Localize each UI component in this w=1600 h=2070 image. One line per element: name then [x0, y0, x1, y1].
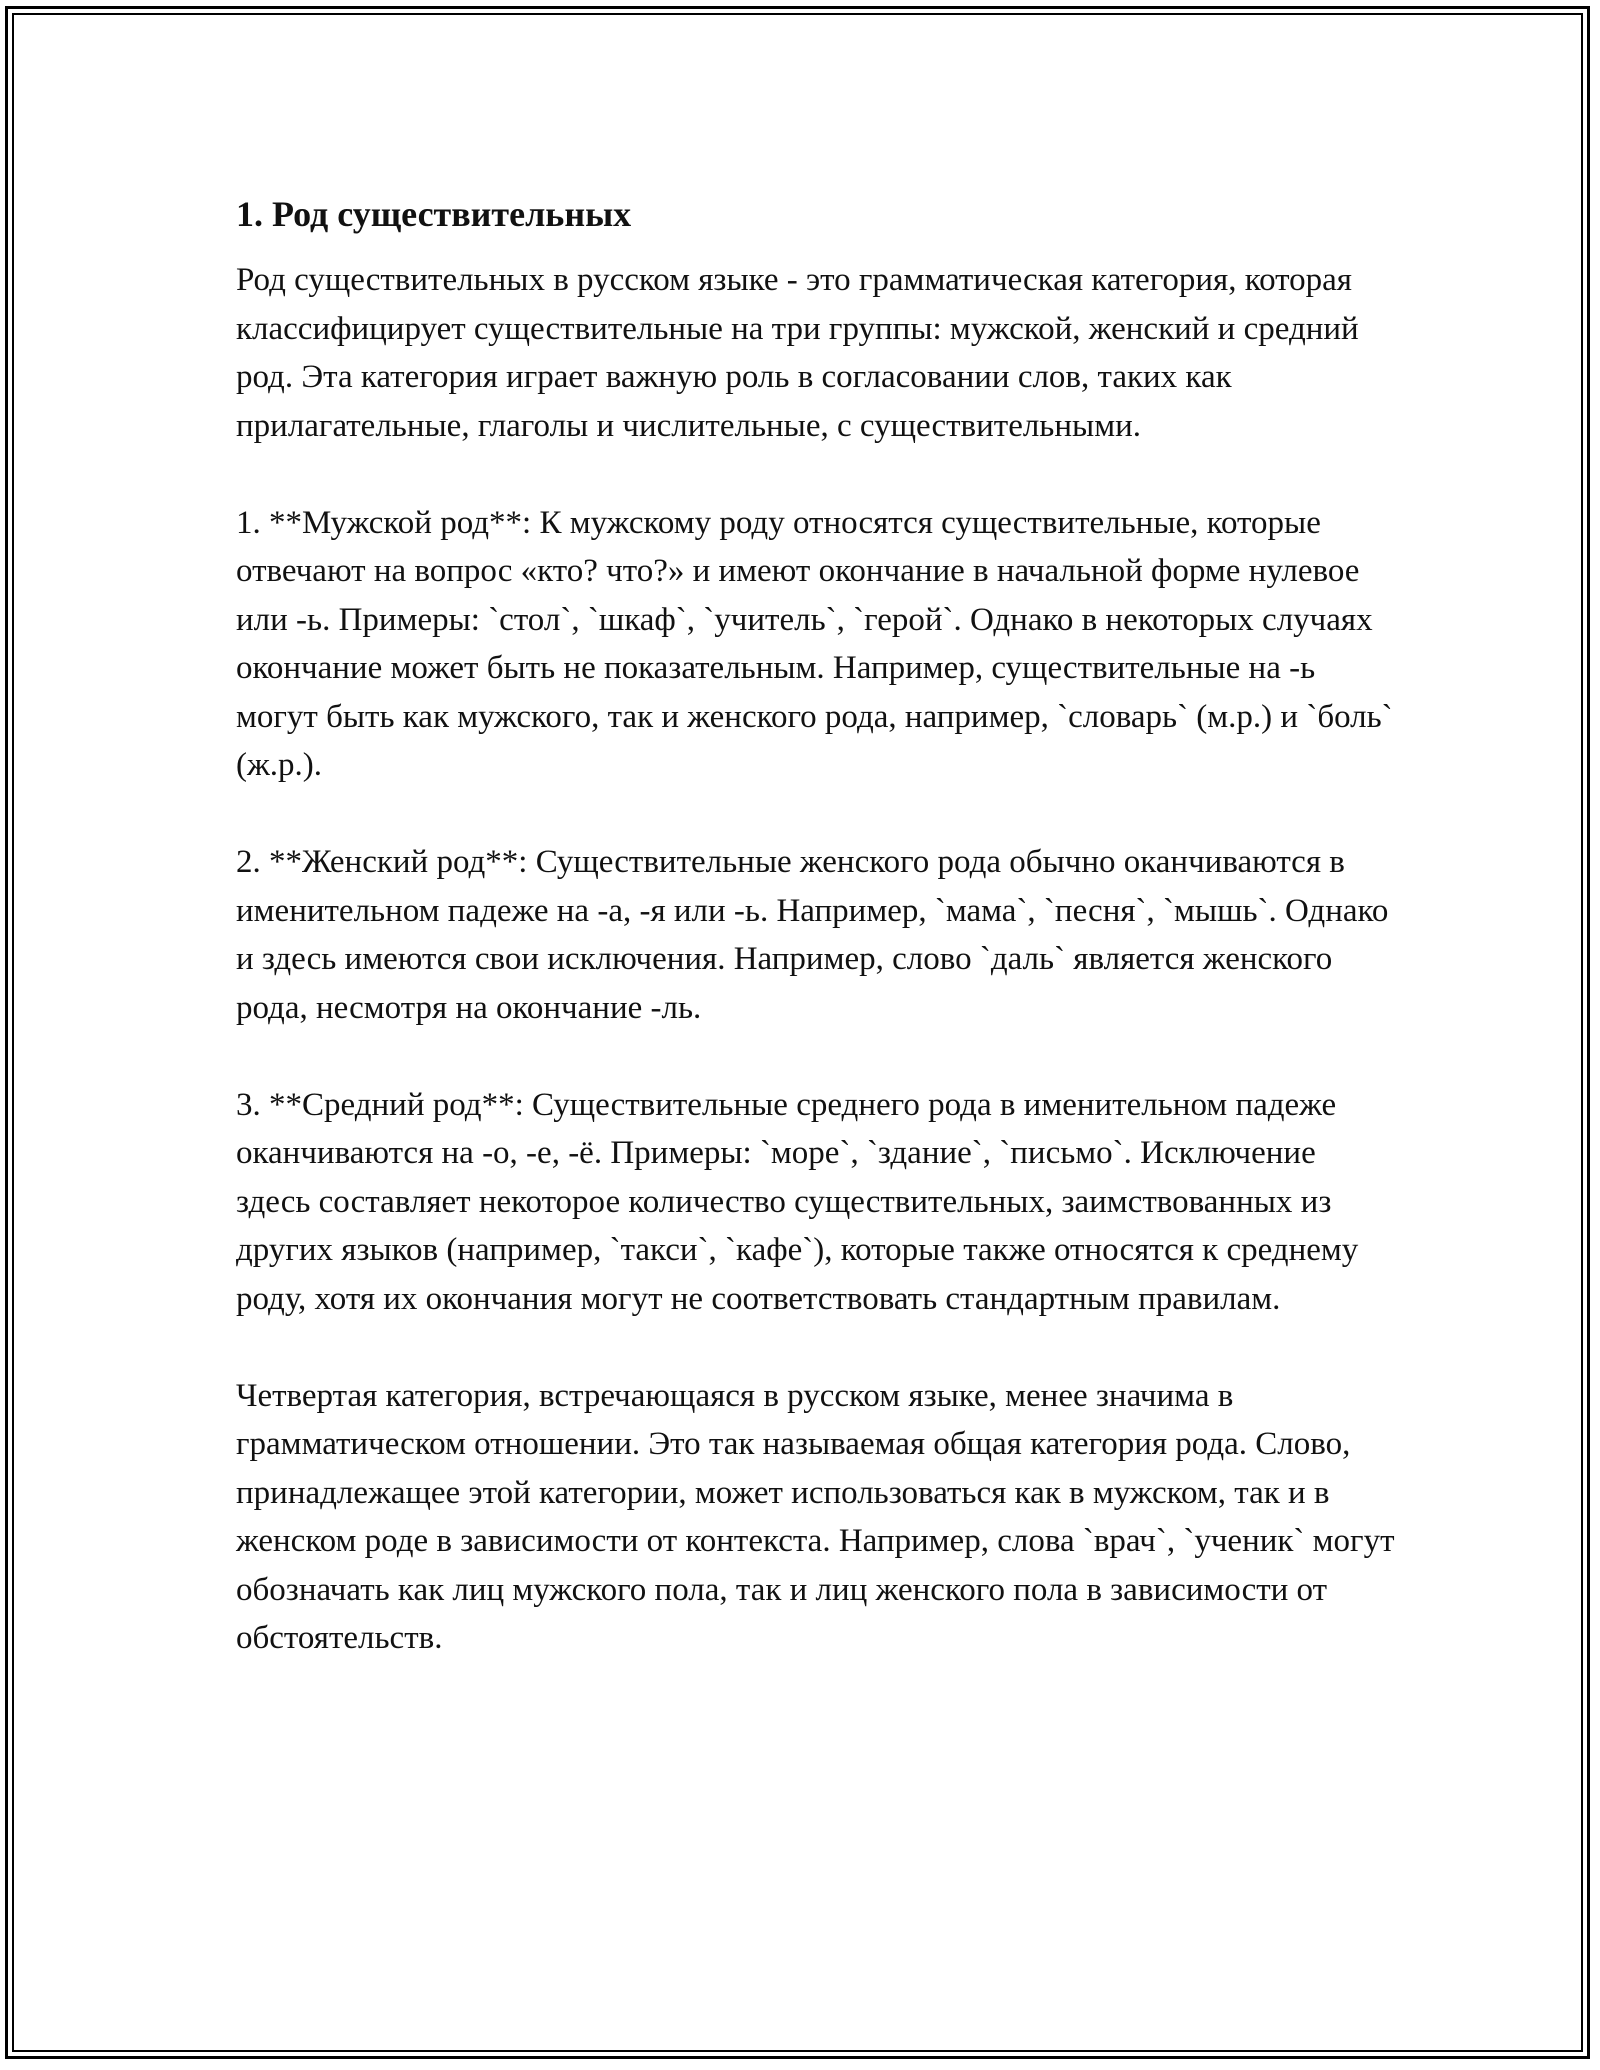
- section-heading: 1. Род существительных: [236, 194, 632, 234]
- common-gender-paragraph: Четвертая категория, встречающаяся в русском языке, менее значима в грамматическом отношении. Это так называемая общая категория рода. Слово, принадлежащее этой категории, может использоваться как в мужском, так и в женском роде в зависимости от контекста. Например, слова `врач`, `ученик` могут обозначать как лиц мужского пола, так и лиц женского пола в зависимости от обстоятельств.: [236, 1377, 1395, 1656]
- feminine-paragraph: 2. **Женский род**: Существительные женского рода обычно оканчиваются в именительном падеже на -а, -я или -ь. Например, `мама`, `песня`, `мышь`. Однако и здесь имеются свои исключения. Например, слово `даль` является женского рода, несмотря на окончание -ль.: [236, 844, 1389, 1026]
- document-body: [236, 186, 1396, 1663]
- masculine-paragraph: 1. **Мужской род**: К мужскому роду относятся существительные, которые отвечают на вопрос «кто? что?» и имеют окончание в начальной форме нулевое или -ь. Примеры: `стол`, `шкаф`, `учитель`, `герой`. Однако в некоторых случаях окончание может быть не показательным. Например, существительные на -ь могут быть как мужского, так и женского рода, например, `словарь` (м.р.) и `боль` (ж.р.).: [236, 504, 1393, 783]
- intro-paragraph: Род существительных в русском языке - это грамматическая категория, которая классифицирует существительные на три группы: мужской, женский и средний род. Эта категория играет важную роль в согласовании слов, таких как прилагательные, глаголы и числительные, с существительными.: [236, 262, 1359, 444]
- neuter-paragraph: 3. **Средний род**: Существительные среднего рода в именительном падеже оканчиваются на -о, -е, -ё. Примеры: `море`, `здание`, `письмо`. Исключение здесь составляет некоторое количество существительных, заимствованных из других языков (например, `такси`, `кафе`), которые также относятся к среднему роду, хотя их окончания могут не соответствовать стандартным правилам.: [236, 1086, 1359, 1317]
